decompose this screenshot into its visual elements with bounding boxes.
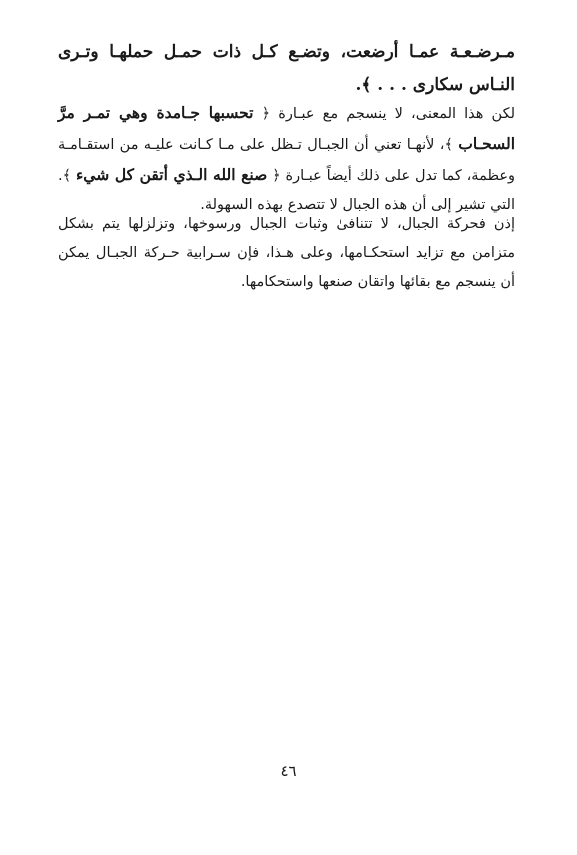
paragraph-conclusion bbox=[58, 210, 515, 297]
paragraph1-part2: ﴾، لأنهـا تعني أن الجبـال تـظل على مـا كـانت عليـه من استقـامـة وعظمة، كما تدل على ذلك أيضاً عبـارة ﴿ bbox=[58, 137, 516, 184]
paragraph-interpretation bbox=[58, 98, 515, 220]
verse-text: مـرضـعـة عمـا أرضعت، وتضـع كـل ذات حمـل حملهـا وتـرى النـاس سكارى . . . ﴾. bbox=[58, 42, 515, 95]
paragraph2-text: إذن فحركة الجبال، لا تتنافىٰ وثبات الجبال ورسوخها، وتزلزلها يتم بشكل متزامن مع تزايد استحكـامها، وعلى هـذا، فإن سـرابية حـركة الجبـال يمكن أن ينسجم مع بقائها واتقان صنعها واستحكامها. bbox=[58, 216, 515, 290]
quote-tahsabuha: تحسبها جـامدة وهي تمـر مرَّ السحـاب bbox=[58, 103, 515, 153]
verse-continuation bbox=[58, 36, 515, 102]
paragraph1-part3: ﴾. التي تشير إلى أن هذه الجبال لا تتصدع بهذه السهولة. bbox=[58, 168, 515, 213]
quote-sunallah: صنع الله الـذي أتقن كل شيء bbox=[75, 165, 268, 184]
paragraph1-part1: لكن هذا المعنى، لا ينسجم مع عبـارة ﴿ bbox=[253, 106, 515, 122]
page-number: ٤٦ bbox=[280, 762, 297, 780]
